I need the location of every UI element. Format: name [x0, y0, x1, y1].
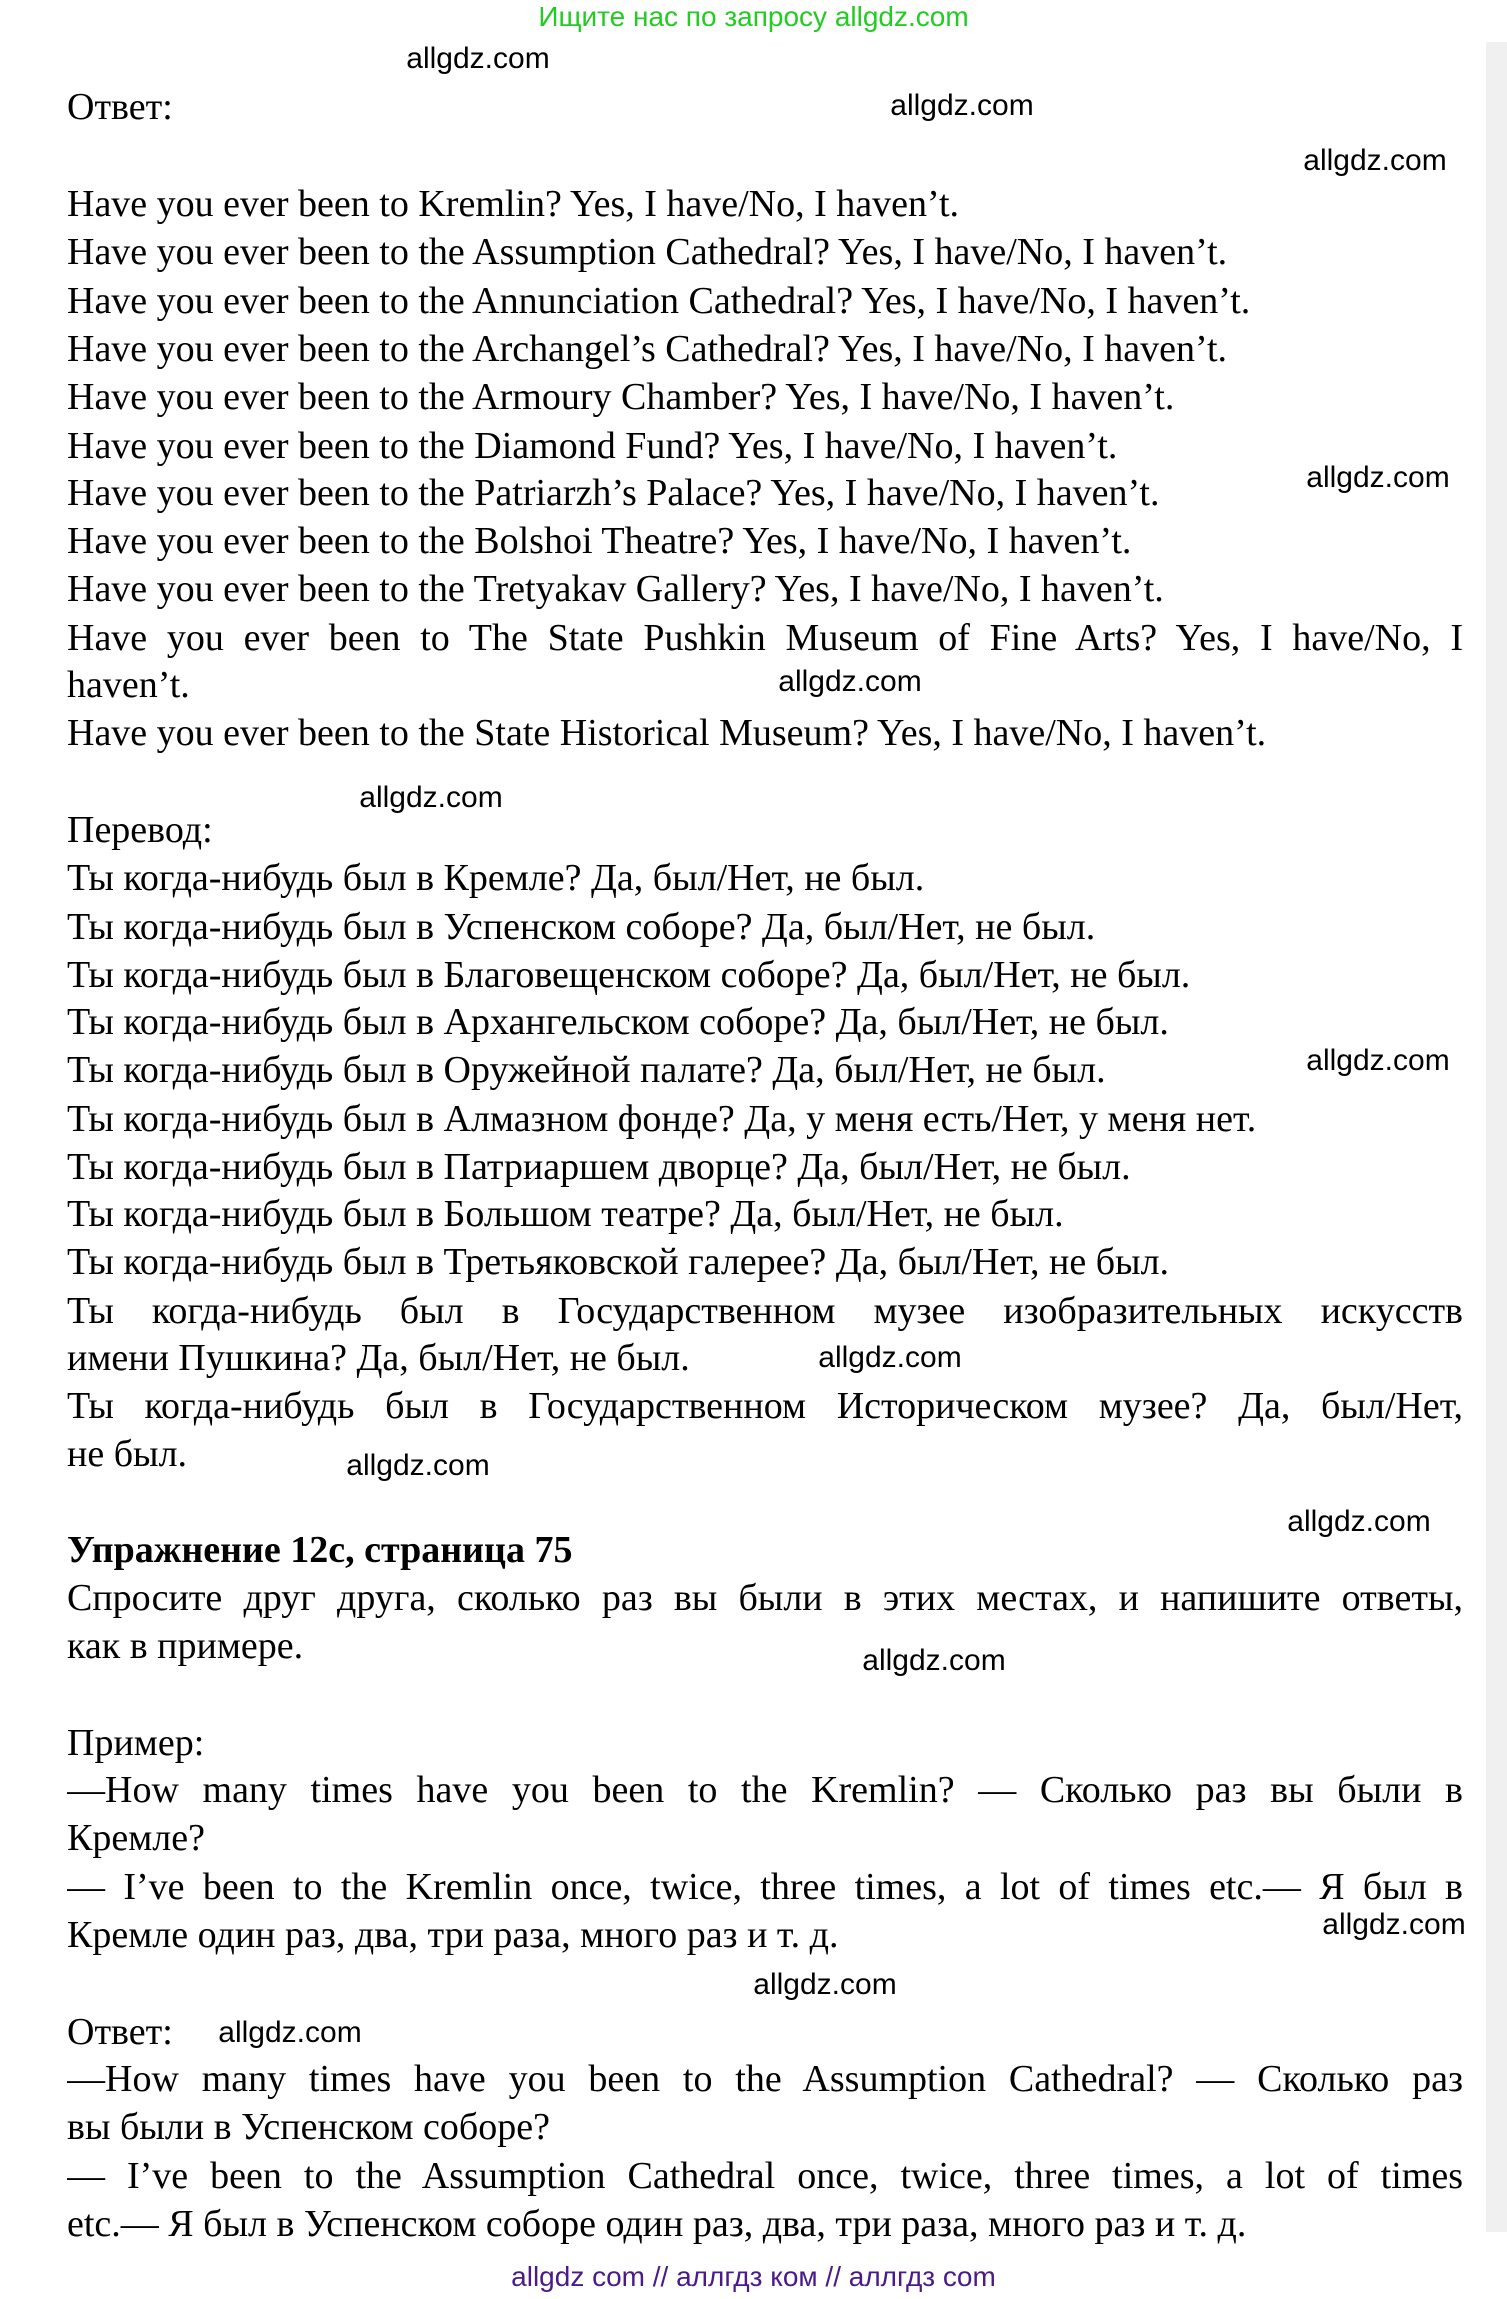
text-line: Have you ever been to the Annunciation Cathedral? Yes, I have/No, I haven’t.: [67, 280, 1251, 322]
text-line: Ты когда-нибудь был в Патриаршем дворце? Да, был/Нет, не был.: [67, 1146, 1131, 1188]
watermark: allgdz.com: [753, 1968, 897, 2001]
footer-links[interactable]: allgdz com // аллгдз ком // аллгдз com: [511, 2261, 996, 2292]
text-line: Ты когда-нибудь был в Государственном Историческом музее? Да, был/Нет,: [67, 1385, 1463, 1427]
text-line: Кремле один раз, два, три раза, много раз и т. д.: [67, 1914, 839, 1956]
watermark: allgdz.com: [818, 1341, 962, 1374]
text-line: имени Пушкина? Да, был/Нет, не был.: [67, 1337, 690, 1379]
watermark: allgdz.com: [346, 1449, 490, 1482]
text-line: —How many times have you been to the Assumption Cathedral? — Сколько раз: [67, 2058, 1463, 2100]
watermark: allgdz.com: [1303, 144, 1447, 177]
text-line: Ты когда-нибудь был в Архангельском соборе? Да, был/Нет, не был.: [67, 1001, 1169, 1043]
text-line: Ты когда-нибудь был в Большом театре? Да, был/Нет, не был.: [67, 1193, 1064, 1235]
text-line: вы были в Успенском соборе?: [67, 2106, 550, 2148]
text-line: etc.— Я был в Успенском соборе один раз, два, три раза, много раз и т. д.: [67, 2203, 1247, 2245]
text-line: Ты когда-нибудь был в Благовещенском соборе? Да, был/Нет, не был.: [67, 954, 1191, 996]
text-line: Ты когда-нибудь был в Кремле? Да, был/Нет, не был.: [67, 857, 925, 899]
text-line: Ты когда-нибудь был в Оружейной палате? Да, был/Нет, не был.: [67, 1049, 1106, 1091]
text-line: —How many times have you been to the Kremlin? — Сколько раз вы были в: [67, 1769, 1463, 1811]
text-line: — I’ve been to the Kremlin once, twice, three times, a lot of times etc.— Я был в: [67, 1866, 1463, 1908]
text-line: Ты когда-нибудь был в Третьяковской галерее? Да, был/Нет, не был.: [67, 1241, 1170, 1283]
text-line: Have you ever been to the State Historical Museum? Yes, I have/No, I haven’t.: [67, 712, 1267, 754]
watermark: allgdz.com: [359, 781, 503, 814]
text-line: Перевод:: [67, 809, 213, 851]
text-line: Ты когда-нибудь был в Успенском соборе? Да, был/Нет, не был.: [67, 906, 1096, 948]
text-line: Ты когда-нибудь был в Алмазном фонде? Да, у меня есть/Нет, у меня нет.: [67, 1098, 1257, 1140]
watermark: allgdz.com: [778, 665, 922, 698]
watermark: allgdz.com: [1306, 1044, 1450, 1077]
text-line: как в примере.: [67, 1625, 304, 1667]
watermark: allgdz.com: [862, 1644, 1006, 1677]
watermark: allgdz.com: [406, 42, 550, 75]
text-line: Ответ:: [67, 2011, 173, 2053]
text-line: Ответ:: [67, 86, 173, 128]
text-line: Have you ever been to the Patriarzh’s Palace? Yes, I have/No, I haven’t.: [67, 472, 1160, 514]
watermark: allgdz.com: [1322, 1908, 1466, 1941]
text-line: Пример:: [67, 1722, 205, 1764]
text-line: Have you ever been to Kremlin? Yes, I have/No, I haven’t.: [67, 183, 960, 225]
watermark: allgdz.com: [890, 89, 1034, 122]
text-line: Have you ever been to the Assumption Cathedral? Yes, I have/No, I haven’t.: [67, 231, 1228, 273]
watermark: allgdz.com: [218, 2016, 362, 2049]
text-line: haven’t.: [67, 664, 190, 706]
text-line: Have you ever been to the Tretyakav Gallery? Yes, I have/No, I haven’t.: [67, 568, 1164, 610]
text-line: Have you ever been to the Archangel’s Cathedral? Yes, I have/No, I haven’t.: [67, 328, 1228, 370]
text-line: Have you ever been to the Armoury Chamber? Yes, I have/No, I haven’t.: [67, 376, 1175, 418]
scrollbar[interactable]: [1486, 42, 1507, 2232]
exercise-heading: Упражнение 12с, страница 75: [67, 1529, 573, 1571]
watermark: allgdz.com: [1287, 1505, 1431, 1538]
text-line: Кремле?: [67, 1817, 205, 1859]
watermark: allgdz.com: [1306, 461, 1450, 494]
text-line: Have you ever been to The State Pushkin Museum of Fine Arts? Yes, I have/No, I: [67, 617, 1463, 659]
text-line: Спросите друг друга, сколько раз вы были в этих местах, и напишите ответы,: [67, 1577, 1463, 1619]
text-line: Ты когда-нибудь был в Государственном музее изобразительных искусств: [67, 1290, 1463, 1332]
text-line: Have you ever been to the Bolshoi Theatre? Yes, I have/No, I haven’t.: [67, 520, 1132, 562]
top-banner-link[interactable]: Ищите нас по запросу allgdz.com: [538, 1, 969, 32]
text-line: Have you ever been to the Diamond Fund? Yes, I have/No, I haven’t.: [67, 425, 1118, 467]
text-line: не был.: [67, 1433, 188, 1475]
text-line: — I’ve been to the Assumption Cathedral once, twice, three times, a lot of times: [67, 2155, 1463, 2197]
